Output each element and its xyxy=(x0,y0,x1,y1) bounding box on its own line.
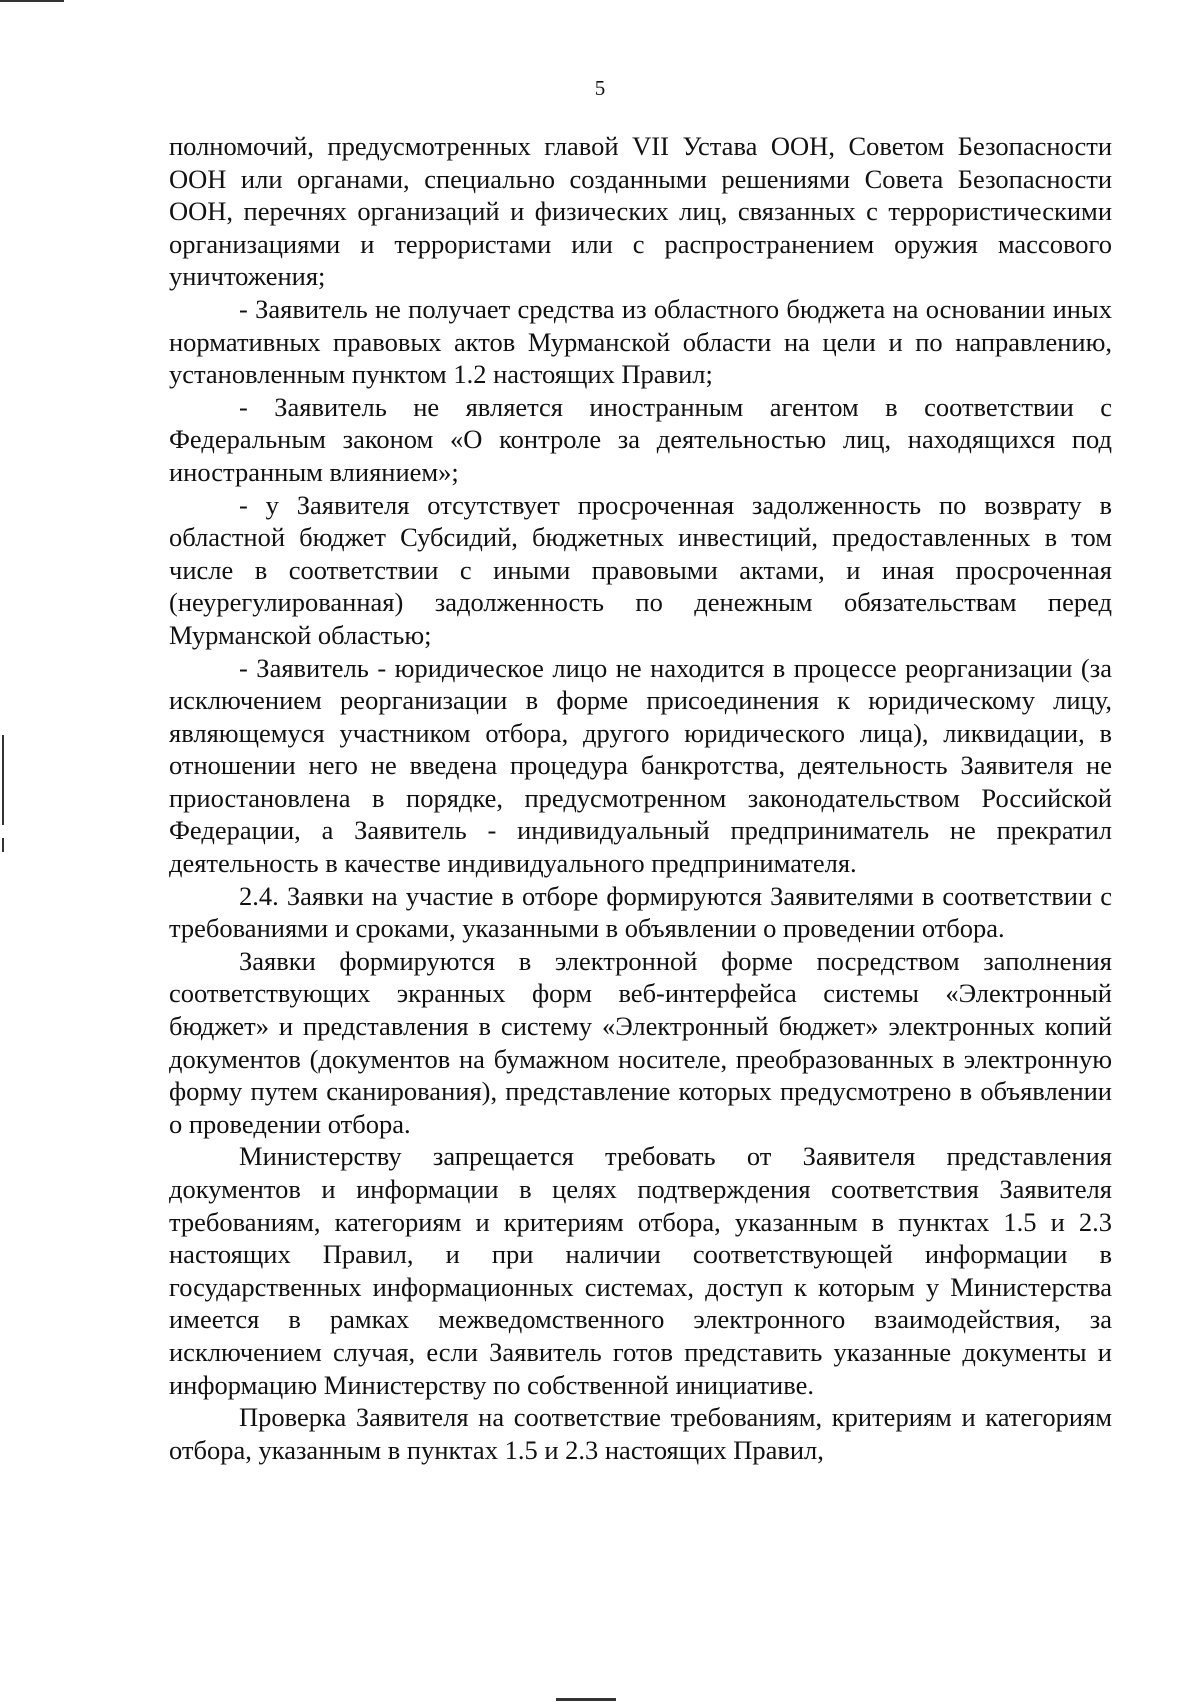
paragraph-9: Проверка Заявителя на соответствие требованиям, критериям и категориям отбора, указанным в пунктах 1.5 и 2.3 настоящих Правил, xyxy=(169,1402,1112,1465)
paragraph-3: - Заявитель не является иностранным агентом в соответствии с Федеральным законом «О контроле за деятельностью лиц, находящихся под иностранным влиянием»; xyxy=(169,391,1112,487)
paragraph-5: - Заявитель - юридическое лицо не находится в процессе реорганизации (за исключением реорганизации в форме присоединения к юридическому лицу, являющемуся участником отбора, другого юридического лица), ликвидации, в отношении него не введена процедура банкротства, деятельность Заявителя не приостановлена в порядке, предусмотренном законодательством Российской Федерации, а Заявитель - индивидуальный предприниматель не прекратил деятельность в качестве индивидуального предпринимателя. xyxy=(169,652,1112,879)
paragraph-1: полномочий, предусмотренных главой VII Устава ООН, Советом Безопасности ООН или органами, специально созданными решениями Совета Безопасности ООН, перечнях организаций и физических лиц, связанных с террористическими организациями и террористами или с распространением оружия массового уничтожения; xyxy=(169,131,1112,292)
paragraph-4: - у Заявителя отсутствует просроченная задолженность по возврату в областной бюджет Субсидий, бюджетных инвестиций, предоставленных в том числе в соответствии с иными правовыми актами, и иная просроченная (неурегулированная) задолженность по денежным обязательствам перед Мурманской областью; xyxy=(169,489,1112,650)
scan-edge-mark-left-1 xyxy=(2,735,4,825)
paragraph-6: 2.4. Заявки на участие в отборе формируются Заявителями в соответствии с требованиями и сроками, указанными в объявлении о проведении отбора. xyxy=(169,880,1112,944)
document-body xyxy=(169,130,1112,1466)
paragraph-2: - Заявитель не получает средства из областного бюджета на основании иных нормативных правовых актов Мурманской области на цели и по направлению, установленным пунктом 1.2 настоящих Правил; xyxy=(169,293,1112,390)
scan-edge-mark-bottom xyxy=(556,1698,616,1701)
scan-edge-mark-left-2 xyxy=(2,838,4,852)
page-number: 5 xyxy=(594,76,606,100)
scan-edge-mark-top xyxy=(0,0,64,2)
paragraph-7: Заявки формируются в электронной форме посредством заполнения соответствующих экранных форм веб-интерфейса системы «Электронный бюджет» и представления в систему «Электронный бюджет» электронных копий документов (документов на бумажном носителе, преобразованных в электронную форму путем сканирования), представление которых предусмотрено в объявлении о проведении отбора. xyxy=(169,945,1112,1139)
paragraph-8: Министерству запрещается требовать от Заявителя представления документов и информации в целях подтверждения соответствия Заявителя требованиям, категориям и критериям отбора, указанным в пунктах 1.5 и 2.3 настоящих Правил, и при наличии соответствующей информации в государственных информационных системах, доступ к которым у Министерства имеется в рамках межведомственного электронного взаимодействия, за исключением случая, если Заявитель готов представить указанные документы и информацию Министерству по собственной инициативе. xyxy=(169,1141,1112,1400)
